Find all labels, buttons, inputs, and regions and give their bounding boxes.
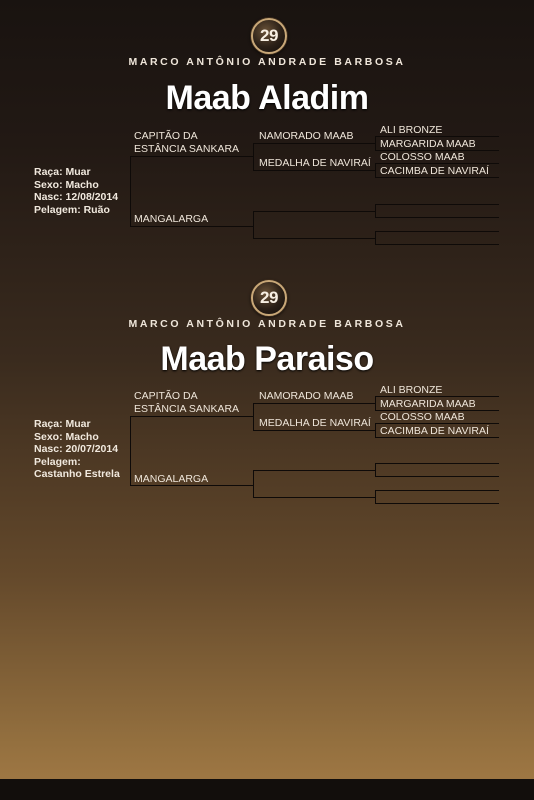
animal-info xyxy=(34,166,118,216)
ggp-line-3 xyxy=(375,163,499,164)
dam-line xyxy=(130,226,253,227)
breeder-badge xyxy=(251,280,287,316)
ggp-connector-2 xyxy=(375,163,376,178)
ggp-line-6 xyxy=(375,217,499,218)
sire-sire-label: NAMORADO MAAB xyxy=(259,130,354,142)
ggp-label-3: COLOSSO MAAB xyxy=(380,151,465,163)
sire-sire-label: NAMORADO MAAB xyxy=(259,390,354,402)
ggp-label-1: ALI BRONZE xyxy=(380,124,443,136)
dam-line xyxy=(130,485,253,486)
sire-line xyxy=(130,156,253,157)
dam-dam-line xyxy=(253,238,375,239)
ggp-line-1 xyxy=(375,136,499,137)
sire-dam-line xyxy=(253,430,375,431)
footer-strip xyxy=(0,779,534,800)
ggp-line-5 xyxy=(375,204,499,205)
sire-label: CAPITÃO DA ESTÂNCIA SANKARA xyxy=(134,130,240,155)
ggp-label-2: MARGARIDA MAAB xyxy=(380,138,476,150)
gen1-connector xyxy=(130,416,131,486)
info-sex: Sexo: Macho xyxy=(34,430,99,443)
ggp-line-8 xyxy=(375,503,499,504)
ggp-line-4 xyxy=(375,437,499,438)
info-coat-value: Castanho Estrela xyxy=(34,468,120,480)
ggp-connector-4 xyxy=(375,490,376,504)
ggp-label-3: COLOSSO MAAB xyxy=(380,411,465,423)
dam-sire-line xyxy=(253,211,375,212)
gen2-connector-a xyxy=(253,403,254,431)
info-breed: Raça: Muar xyxy=(34,418,91,430)
ggp-connector-4 xyxy=(375,231,376,245)
ggp-line-8 xyxy=(375,244,499,245)
breeder-name: MARCO ANTÔNIO ANDRADE BARBOSA xyxy=(128,318,406,330)
badge-number: 29 xyxy=(260,288,278,307)
info-birth: Nasc: 12/08/2014 xyxy=(34,191,119,203)
animal-info xyxy=(34,418,120,481)
sire-dam-label: MEDALHA DE NAVIRAÍ xyxy=(259,417,371,429)
dam-sire-line xyxy=(253,470,375,471)
ggp-label-4: CACIMBA DE NAVIRAÍ xyxy=(380,165,489,177)
ggp-line-3 xyxy=(375,423,499,424)
dam-label: MANGALARGA xyxy=(134,213,209,225)
ggp-connector-2 xyxy=(375,423,376,438)
ggp-label-4: CACIMBA DE NAVIRAÍ xyxy=(380,425,489,437)
gen2-connector-b xyxy=(253,470,254,498)
sire-sire-line xyxy=(253,143,375,144)
gen1-connector xyxy=(130,156,131,227)
ggp-line-5 xyxy=(375,463,499,464)
ggp-label-2: MARGARIDA MAAB xyxy=(380,398,476,410)
gen2-connector-b xyxy=(253,211,254,239)
ggp-line-4 xyxy=(375,177,499,178)
ggp-label-1: ALI BRONZE xyxy=(380,384,443,396)
dam-dam-line xyxy=(253,497,375,498)
animal-name: Maab Paraiso xyxy=(160,340,374,378)
info-breed: Raça: Muar xyxy=(34,166,91,178)
animal-name: Maab Aladim xyxy=(165,79,369,117)
sire-dam-line xyxy=(253,170,375,171)
ggp-connector-1 xyxy=(375,136,376,151)
info-coat: Pelagem: Ruão xyxy=(34,203,110,216)
info-birth: Nasc: 20/07/2014 xyxy=(34,443,119,455)
ggp-line-7 xyxy=(375,231,499,232)
sire-dam-label: MEDALHA DE NAVIRAÍ xyxy=(259,157,371,169)
dam-label: MANGALARGA xyxy=(134,473,209,485)
info-sex: Sexo: Macho xyxy=(34,178,99,191)
sire-sire-line xyxy=(253,403,375,404)
sire-label: CAPITÃO DA ESTÂNCIA SANKARA xyxy=(134,390,240,415)
ggp-line-1 xyxy=(375,396,499,397)
ggp-connector-3 xyxy=(375,463,376,477)
badge-number: 29 xyxy=(260,26,278,45)
ggp-line-6 xyxy=(375,476,499,477)
sire-line xyxy=(130,416,253,417)
ggp-connector-3 xyxy=(375,204,376,218)
info-coat: Pelagem: xyxy=(34,455,81,468)
breeder-name: MARCO ANTÔNIO ANDRADE BARBOSA xyxy=(128,56,406,68)
breeder-badge xyxy=(251,18,287,54)
pedigree-card-1 xyxy=(0,0,534,260)
pedigree-card-2 xyxy=(0,264,534,524)
gen2-connector-a xyxy=(253,143,254,171)
ggp-connector-1 xyxy=(375,396,376,411)
ggp-line-7 xyxy=(375,490,499,491)
